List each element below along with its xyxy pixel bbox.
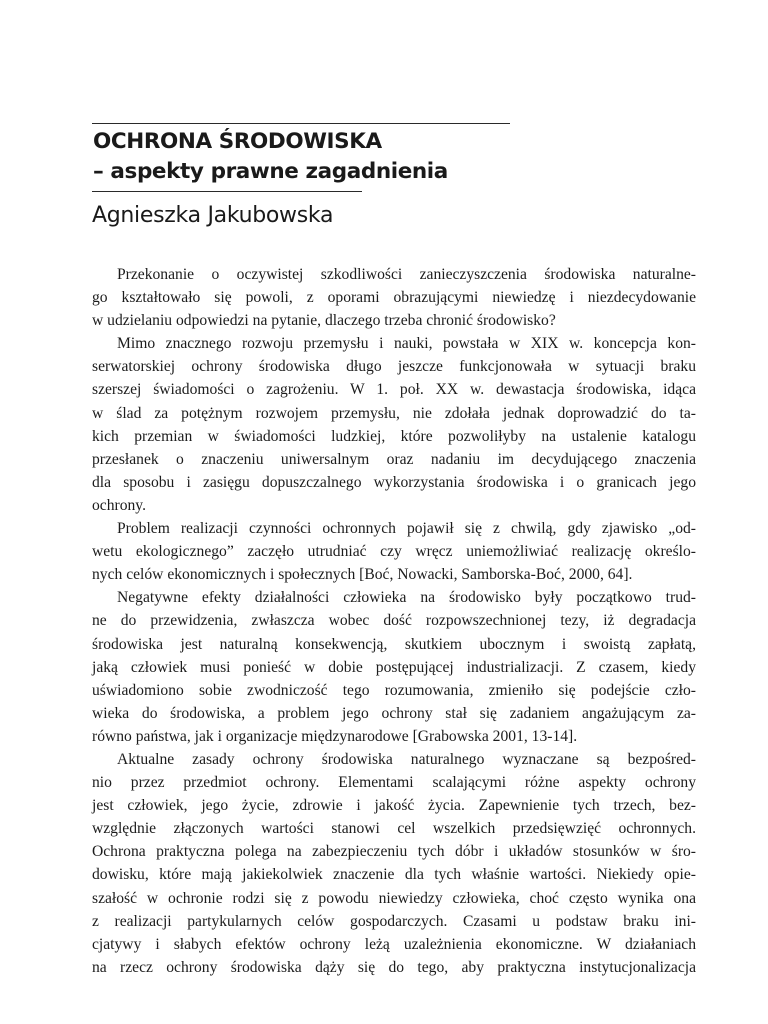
paragraph-line: Aktualne zasady ochrony środowiska naturalnego wyznaczane są bezpośred- [117, 750, 696, 768]
paragraph-line: jaką człowiek musi ponieść w dobie postępującej industrializacji. Z czasem, kiedy [92, 658, 696, 676]
paragraph-line: środowiska jest naturalną konsekwencją, skutkiem ubocznym i swoistą zapłatą, [92, 635, 696, 653]
article-author: Agnieszka Jakubowska [92, 203, 334, 228]
paragraph-line: jest człowiek, jego życie, zdrowie i jakość życia. Zapewnienie tych trzech, bez- [92, 797, 696, 815]
paragraph-line: Przekonanie o oczywistej szkodliwości zanieczyszczenia środowiska naturalne- [117, 266, 696, 283]
paragraph-line: kich przemian w świadomości ludzkiej, które pozwoliłyby na ustalenie katalogu [92, 427, 696, 445]
body-paragraph [92, 586, 696, 748]
paragraph-line: przesłanek o znaczeniu uniwersalnym oraz nadaniu im decydującego znaczenia [92, 450, 696, 468]
paragraph-line: cjatywy i słabych efektów ochrony leżą uzależnienia ekonomiczne. W działaniach [92, 935, 696, 953]
paragraph-line: względnie złączonych wartości stanowi cel wszelkich przedsięwzięć ochronnych. [92, 820, 696, 838]
paragraph-line: szerszej świadomości o zagrożeniu. W 1. poł. XX w. dewastacja środowiska, idąca [92, 381, 696, 399]
article-body [92, 263, 696, 979]
title-top-rule [92, 123, 510, 124]
paragraph-line: Problem realizacji czynności ochronnych pojawił się z chwilą, gdy zjawisko „od- [117, 520, 696, 538]
paragraph-line: wetu ekologicznego” zaczęło utrudniać czy wręcz uniemożliwiać realizację określo- [92, 543, 696, 561]
body-paragraph [92, 332, 696, 517]
paragraph-line: w udzielaniu odpowiedzi na pytanie, dlaczego trzeba chronić środowisko? [92, 312, 556, 330]
paragraph-line: nych celów ekonomicznych i społecznych [Boć, Nowacki, Samborska-Boć, 2000, 64]. [92, 566, 633, 584]
paragraph-line: szałość w ochronie rodzi się z powodu niewiedzy człowieka, choć często wynika ona [92, 889, 696, 907]
paragraph-line: dla sposobu i zasięgu dopuszczalnego wykorzystania środowiska i o granicach jego [92, 473, 696, 491]
paragraph-line: Mimo znacznego rozwoju przemysłu i nauki, powstała w XIX w. koncepcja kon- [117, 335, 696, 353]
article-title-line-2: – aspekty prawne zagadnienia [93, 159, 448, 184]
body-paragraph [92, 517, 696, 586]
paragraph-line: Negatywne efekty działalności człowieka na środowisko były początkowo trud- [117, 589, 696, 607]
body-paragraph [92, 263, 696, 332]
title-bottom-rule [92, 191, 362, 192]
paragraph-line: Ochrona praktyczna polega na zabezpieczeniu tych dóbr i układów stosunków w śro- [92, 843, 696, 861]
paragraph-line: nio przez przedmiot ochrony. Elementami scalającymi różne aspekty ochrony [92, 774, 696, 792]
article-title-line-1: OCHRONA ŚRODOWISKA [93, 129, 382, 154]
body-paragraph [92, 748, 696, 979]
paragraph-line: z realizacji partykularnych celów gospodarczych. Czasami u podstaw braku ini- [92, 912, 696, 930]
paragraph-line: serwatorskiej ochrony środowiska długo jeszcze funkcjonowała w sytuacji braku [92, 358, 696, 376]
paragraph-line: równo państwa, jak i organizacje międzynarodowe [Grabowska 2001, 13-14]. [92, 727, 578, 745]
paragraph-line: dowisku, które mają jakiekolwiek znaczenie dla tych właśnie wartości. Niekiedy opie- [92, 866, 696, 884]
paragraph-line: wieka do środowiska, a problem jego ochrony stał się zadaniem angażującym za- [92, 704, 696, 722]
paragraph-line: na rzecz ochrony środowiska dąży się do tego, aby praktyczna instytucjonalizacja [92, 958, 696, 976]
paragraph-line: ne do przewidzenia, zwłaszcza wobec dość rozpowszechnionej tezy, iż degradacja [92, 612, 696, 630]
paragraph-line: uświadomiono sobie zwodniczość tego rozumowania, zmieniło się podejście czło- [92, 681, 696, 699]
paragraph-line: go kształtowało się powoli, z oporami obrazującymi niewiedzę i niezdecydowanie [92, 289, 696, 307]
paragraph-line: ochrony. [92, 496, 146, 514]
paragraph-line: w ślad za potężnym rozwojem przemysłu, nie zdołała jednak doprowadzić do ta- [92, 404, 696, 422]
